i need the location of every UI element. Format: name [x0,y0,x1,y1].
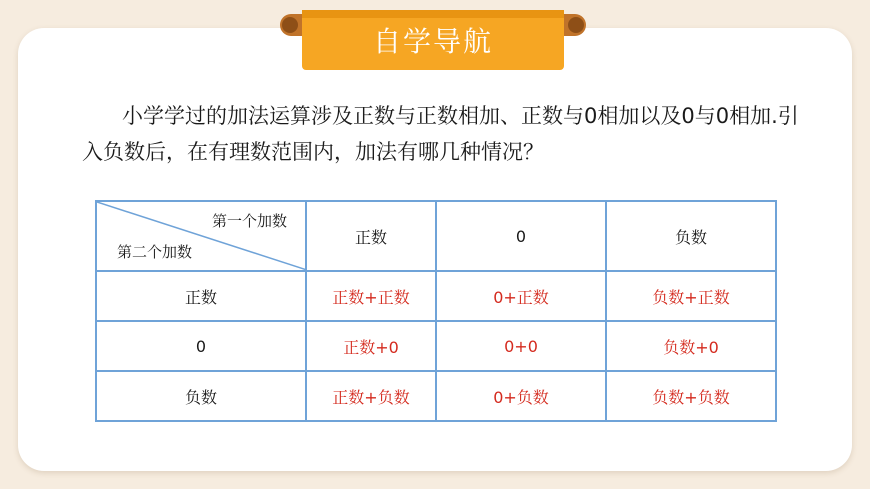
table-row [96,321,776,371]
table-cell: 负数+正数 [606,271,776,321]
table-cell: 正数+负数 [306,371,436,421]
column-header: 正数 [306,201,436,271]
banner-title: 自学导航 [372,25,493,58]
table-cell: 正数+0 [306,321,436,371]
question-text: 小学学过的加法运算涉及正数与正数相加、正数与0相加以及0与0相加.引入负数后，在有理数范围内，加法有哪几种情况？ [82,104,799,164]
table-cell: 0+0 [436,321,606,371]
table-cell: 正数+正数 [306,271,436,321]
row-header: 0 [96,321,306,371]
table-cell: 负数+负数 [606,371,776,421]
table-cell: 负数+0 [606,321,776,371]
row-header: 正数 [96,271,306,321]
title-banner [276,6,590,72]
addition-cases-table [95,200,777,422]
row-header: 负数 [96,371,306,421]
column-header: 负数 [606,201,776,271]
corner-label-second-addend: 第二个加数 [117,243,193,261]
table-header-row [96,201,776,271]
corner-label-first-addend: 第一个加数 [211,212,287,230]
table-row [96,271,776,321]
table-cell: 0+正数 [436,271,606,321]
corner-cell [96,201,306,271]
table-row [96,371,776,421]
table-cell: 0+负数 [436,371,606,421]
column-header: 0 [436,201,606,271]
